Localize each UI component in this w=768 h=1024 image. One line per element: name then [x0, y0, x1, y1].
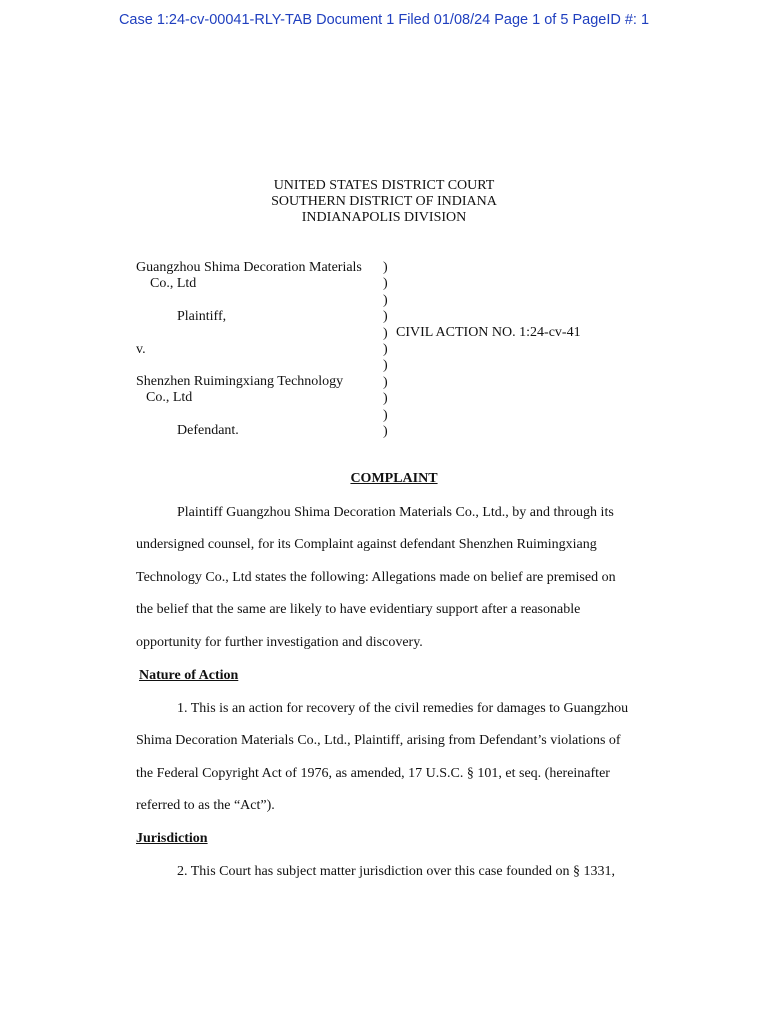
versus: v. — [136, 342, 146, 357]
caption-parens — [383, 260, 388, 440]
caption-paren: ) — [383, 374, 388, 390]
body-line: 1. This is an action for recovery of the civil remedies for damages to Guangzhou — [177, 701, 629, 716]
court-name: UNITED STATES DISTRICT COURT — [273, 178, 495, 193]
court-district: SOUTHERN DISTRICT OF INDIANA — [271, 194, 497, 209]
defendant-name-cont: Co., Ltd — [146, 390, 193, 405]
body-line: Shima Decoration Materials Co., Ltd., Plaintiff, arising from Defendant’s violations of — [136, 733, 621, 748]
body-line: referred to as the “Act”). — [136, 798, 275, 813]
section-heading-jurisdiction: Jurisdiction — [136, 831, 208, 846]
plaintiff-label: Plaintiff, — [177, 309, 227, 324]
body-line: the belief that the same are likely to have evidentiary support after a reasonable — [136, 602, 581, 617]
ecf-header-stamp: Case 1:24-cv-00041-RLY-TAB Document 1 Filed 01/08/24 Page 1 of 5 PageID #: 1 — [118, 12, 650, 28]
section-heading-nature: Nature of Action — [139, 668, 239, 683]
body-line: opportunity for further investigation and discovery. — [136, 635, 423, 650]
caption-paren: ) — [383, 358, 388, 374]
caption-paren: ) — [383, 391, 388, 407]
document-title: COMPLAINT — [350, 471, 438, 486]
body-line: Plaintiff Guangzhou Shima Decoration Materials Co., Ltd., by and through its — [177, 505, 614, 520]
caption-paren: ) — [383, 424, 388, 440]
court-division: INDIANAPOLIS DIVISION — [301, 210, 467, 225]
plaintiff-name: Guangzhou Shima Decoration Materials — [136, 260, 362, 275]
body-line: the Federal Copyright Act of 1976, as amended, 17 U.S.C. § 101, et seq. (hereinafter — [136, 766, 610, 781]
caption-paren: ) — [383, 325, 388, 341]
plaintiff-name-cont: Co., Ltd — [150, 276, 197, 291]
caption-paren: ) — [383, 309, 388, 325]
caption-paren: ) — [383, 342, 388, 358]
body-line: Technology Co., Ltd states the following: Allegations made on belief are premised on — [136, 570, 616, 585]
caption-paren: ) — [383, 260, 388, 275]
caption-paren: ) — [383, 292, 388, 308]
defendant-name: Shenzhen Ruimingxiang Technology — [136, 374, 344, 389]
body-line: undersigned counsel, for its Complaint against defendant Shenzhen Ruimingxiang — [136, 537, 597, 552]
body-line: 2. This Court has subject matter jurisdiction over this case founded on § 1331, — [177, 864, 615, 879]
caption-paren: ) — [383, 276, 388, 292]
defendant-label: Defendant. — [177, 423, 239, 438]
caption-paren: ) — [383, 407, 388, 423]
civil-action-number: CIVIL ACTION NO. 1:24-cv-41 — [396, 325, 581, 340]
